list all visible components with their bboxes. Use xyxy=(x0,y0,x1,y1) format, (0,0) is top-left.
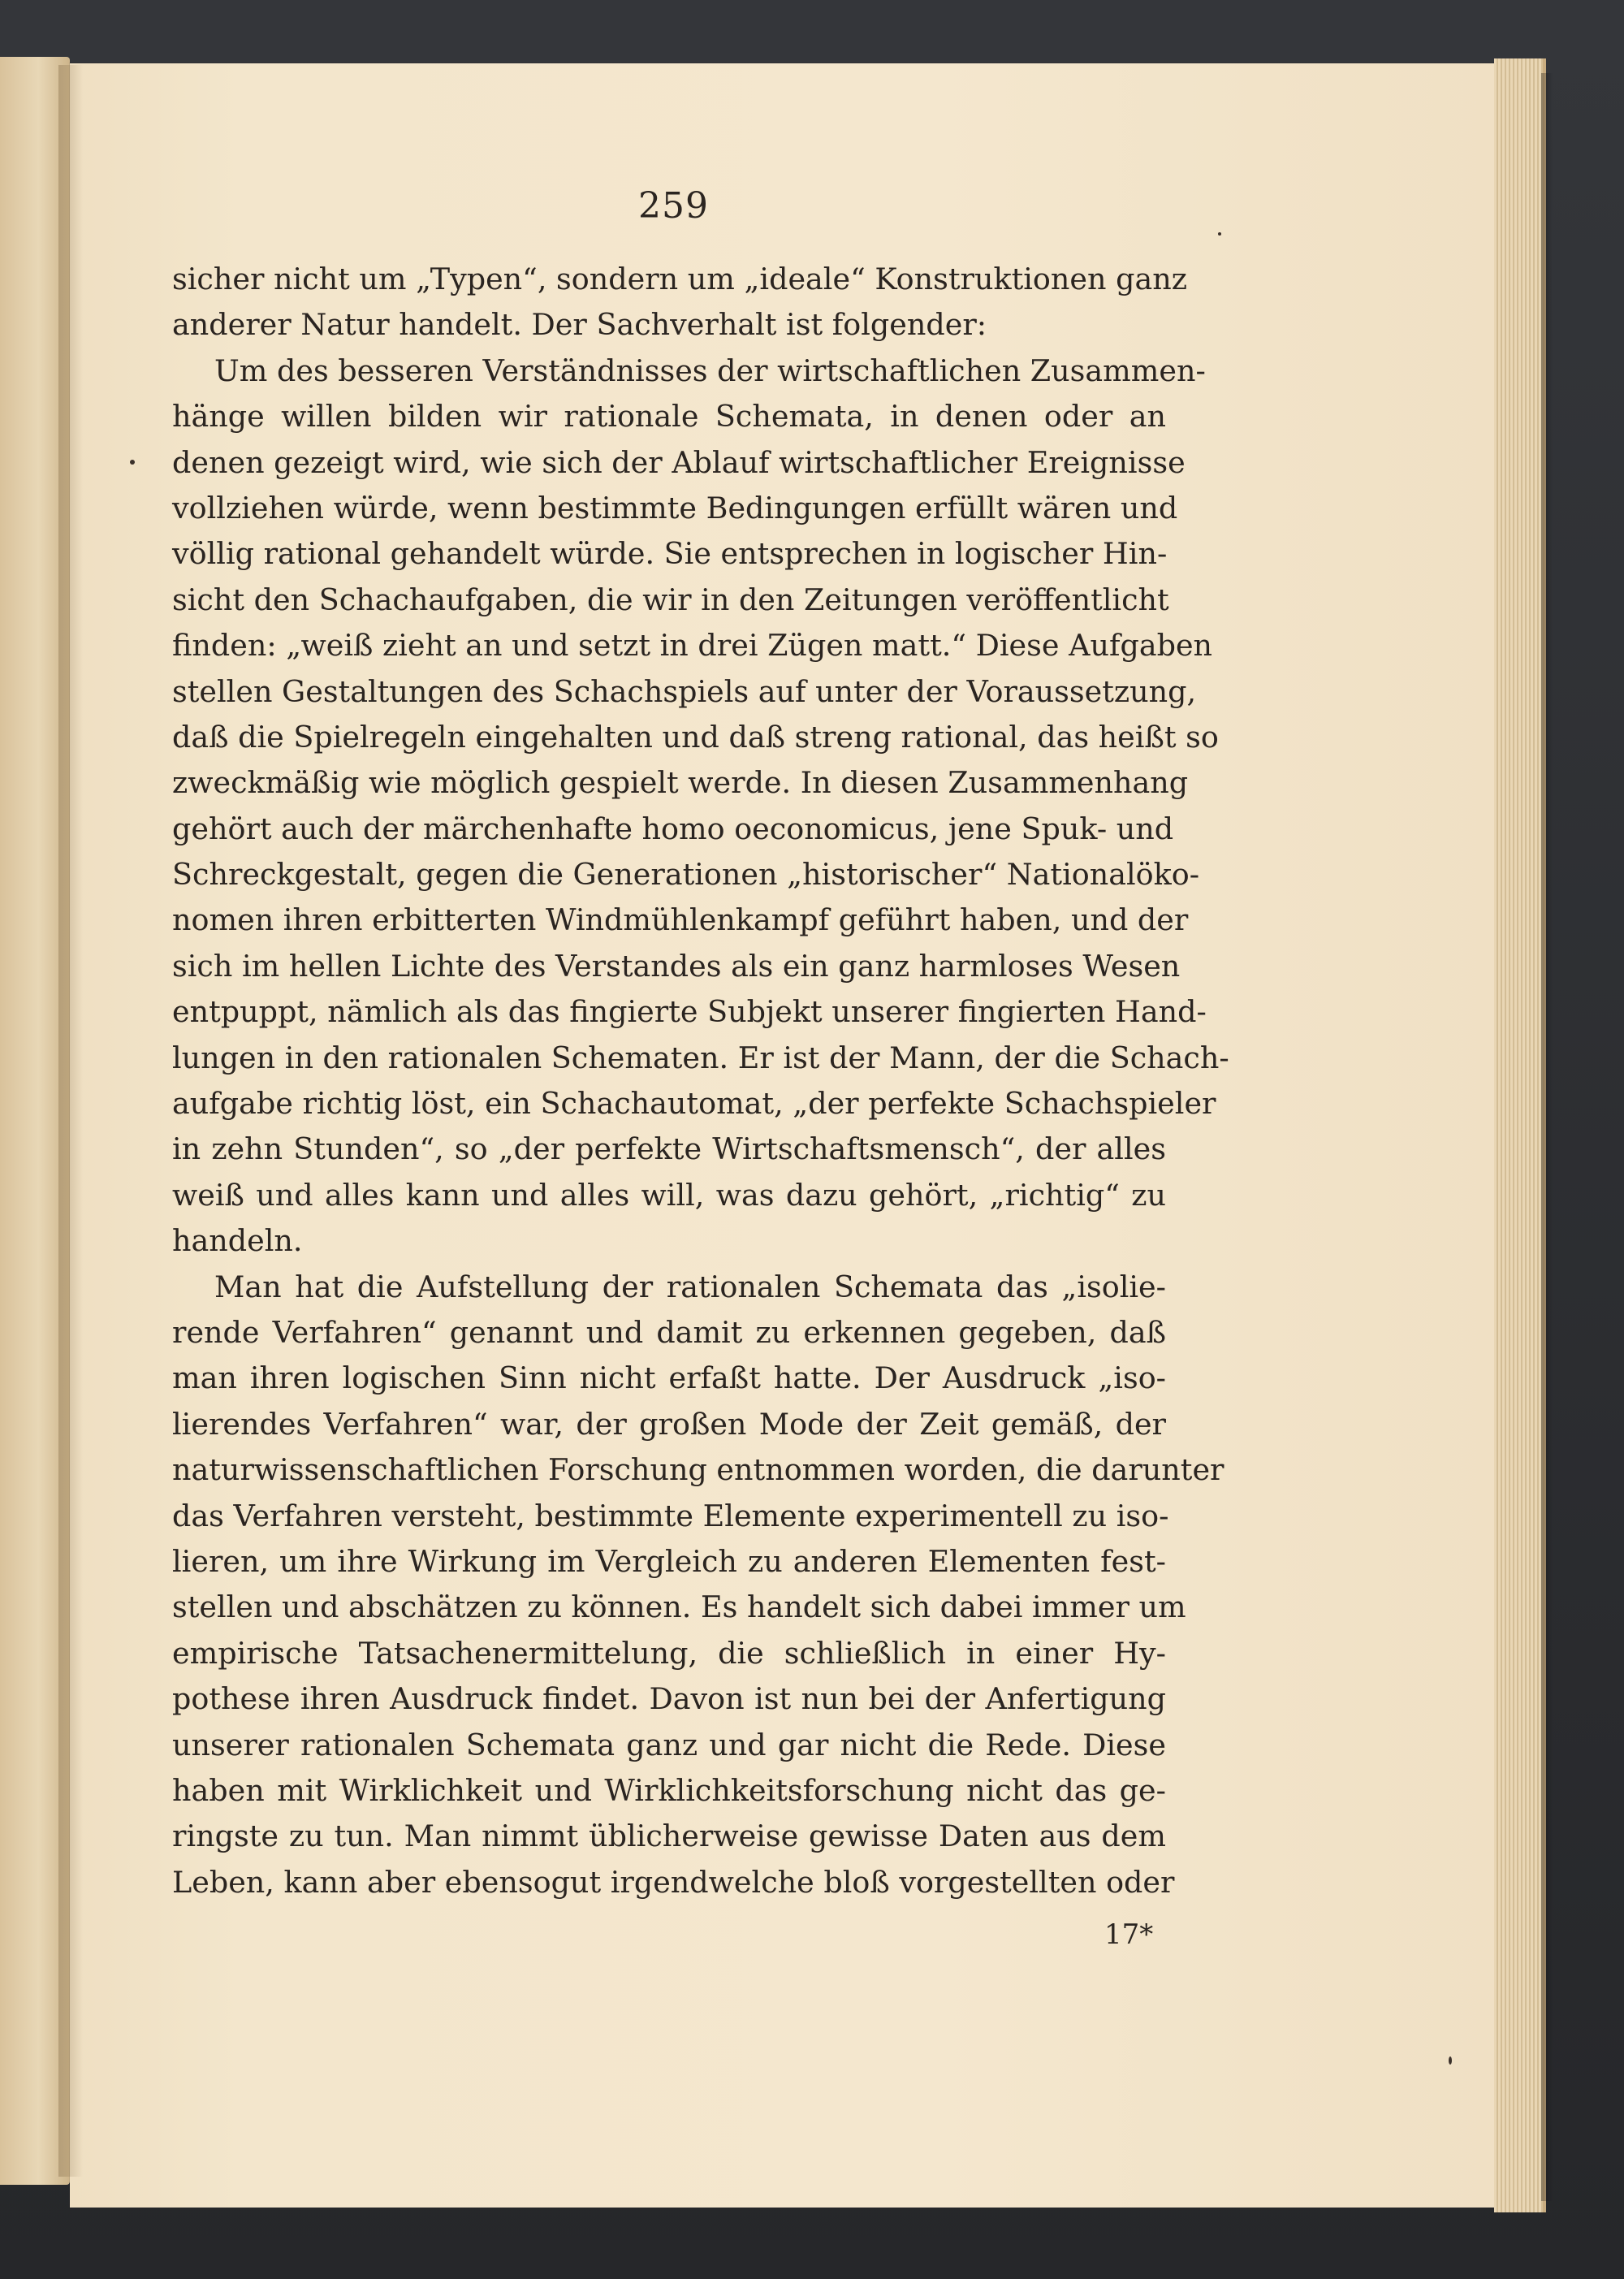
text-line: empirische Tatsachenermittelung, die schließlich in einer Hy- xyxy=(172,1635,1166,1671)
text-line: haben mit Wirklichkeit und Wirklichkeitsforschung nicht das ge- xyxy=(172,1772,1166,1808)
text-line: Um des besseren Verständnisses der wirtschaftlichen Zusammen- xyxy=(214,352,1206,388)
text-line: lierendes Verfahren“ war, der großen Mode der Zeit gemäß, der xyxy=(172,1406,1166,1442)
text-line: Schreckgestalt, gegen die Generationen „historischer“ Nationalöko- xyxy=(172,857,1200,893)
text-line: denen gezeigt wird, wie sich der Ablauf wirtschaftlicher Ereignisse xyxy=(172,444,1186,480)
text-line: vollziehen würde, wenn bestimmte Bedingungen erfüllt wären und xyxy=(172,490,1178,525)
text-line: sicher nicht um „Typen“, sondern um „ideale“ Konstruktionen ganz xyxy=(172,262,1187,296)
text-line: finden: „weiß zieht an und setzt in drei Zügen matt.“ Diese Aufgaben xyxy=(172,628,1213,664)
text-line: zweckmäßig wie möglich gespielt werde. In diesen Zusammenhang xyxy=(172,765,1189,801)
text-line: man ihren logischen Sinn nicht erfaßt hatte. Der Ausdruck „iso- xyxy=(172,1360,1166,1396)
text-line: weiß und alles kann und alles will, was dazu gehört, „richtig“ zu xyxy=(172,1177,1166,1213)
text-line: stellen Gestaltungen des Schachspiels auf unter der Voraussetzung, xyxy=(172,673,1197,709)
page-edge-shadow xyxy=(1541,73,1553,2201)
text-line: stellen und abschätzen zu können. Es handelt sich dabei immer um xyxy=(172,1589,1186,1625)
ink-speck xyxy=(1218,232,1221,236)
text-line: völlig rational gehandelt würde. Sie entsprechen in logischer Hin- xyxy=(172,536,1168,572)
text-line: daß die Spielregeln eingehalten und daß streng rational, das heißt so xyxy=(172,719,1219,755)
text-line: aufgabe richtig löst, ein Schachautomat, „der perfekte Schachspieler xyxy=(172,1086,1216,1122)
page-number: 259 xyxy=(638,185,709,227)
text-line: entpuppt, nämlich als das fingierte Subjekt unserer fingierten Hand- xyxy=(172,994,1207,1030)
text-line: lungen in den rationalen Schematen. Er ist der Mann, der die Schach- xyxy=(172,1040,1229,1075)
text-line: naturwissenschaftlichen Forschung entnommen worden, die darunter xyxy=(172,1452,1224,1488)
text-line: Man hat die Aufstellung der rationalen Schemata das „isolie- xyxy=(214,1269,1166,1304)
signature-mark: 17* xyxy=(1104,1918,1154,1951)
text-line: Leben, kann aber ebensogut irgendwelche bloß vorgestellten oder xyxy=(172,1864,1175,1900)
ink-speck xyxy=(1449,2056,1452,2065)
book-gutter xyxy=(58,65,83,2177)
text-line: gehört auch der märchenhafte homo oeconomicus, jene Spuk- und xyxy=(172,811,1174,846)
text-line: sich im hellen Lichte des Verstandes als ein ganz harmloses Wesen xyxy=(172,948,1181,984)
text-line: das Verfahren versteht, bestimmte Elemente experimentell zu iso- xyxy=(172,1498,1169,1533)
text-line: anderer Natur handelt. Der Sachverhalt ist folgender: xyxy=(172,307,987,343)
text-line: sicht den Schachaufgaben, die wir in den Zeitungen veröffentlicht xyxy=(172,582,1169,617)
text-line: in zehn Stunden“, so „der perfekte Wirtschaftsmensch“, der alles xyxy=(172,1131,1166,1167)
body-text xyxy=(172,257,1229,1905)
text-line: nomen ihren erbitterten Windmühlenkampf geführt haben, und der xyxy=(172,902,1189,938)
text-line: lieren, um ihre Wirkung im Vergleich zu anderen Elementen fest- xyxy=(172,1543,1166,1579)
text-line: unserer rationalen Schemata ganz und gar nicht die Rede. Diese xyxy=(172,1727,1166,1762)
page-edges-stack xyxy=(1494,58,1546,2212)
ink-speck xyxy=(130,460,135,465)
text-line: handeln. xyxy=(172,1223,303,1259)
text-line: pothese ihren Ausdruck findet. Davon ist nun bei der Anfertigung xyxy=(172,1681,1166,1717)
text-line: hänge willen bilden wir rationale Schemata, in denen oder an xyxy=(172,399,1166,435)
text-line: ringste zu tun. Man nimmt üblicherweise gewisse Daten aus dem xyxy=(172,1818,1166,1854)
text-line: rende Verfahren“ genannt und damit zu erkennen gegeben, daß xyxy=(172,1314,1166,1350)
